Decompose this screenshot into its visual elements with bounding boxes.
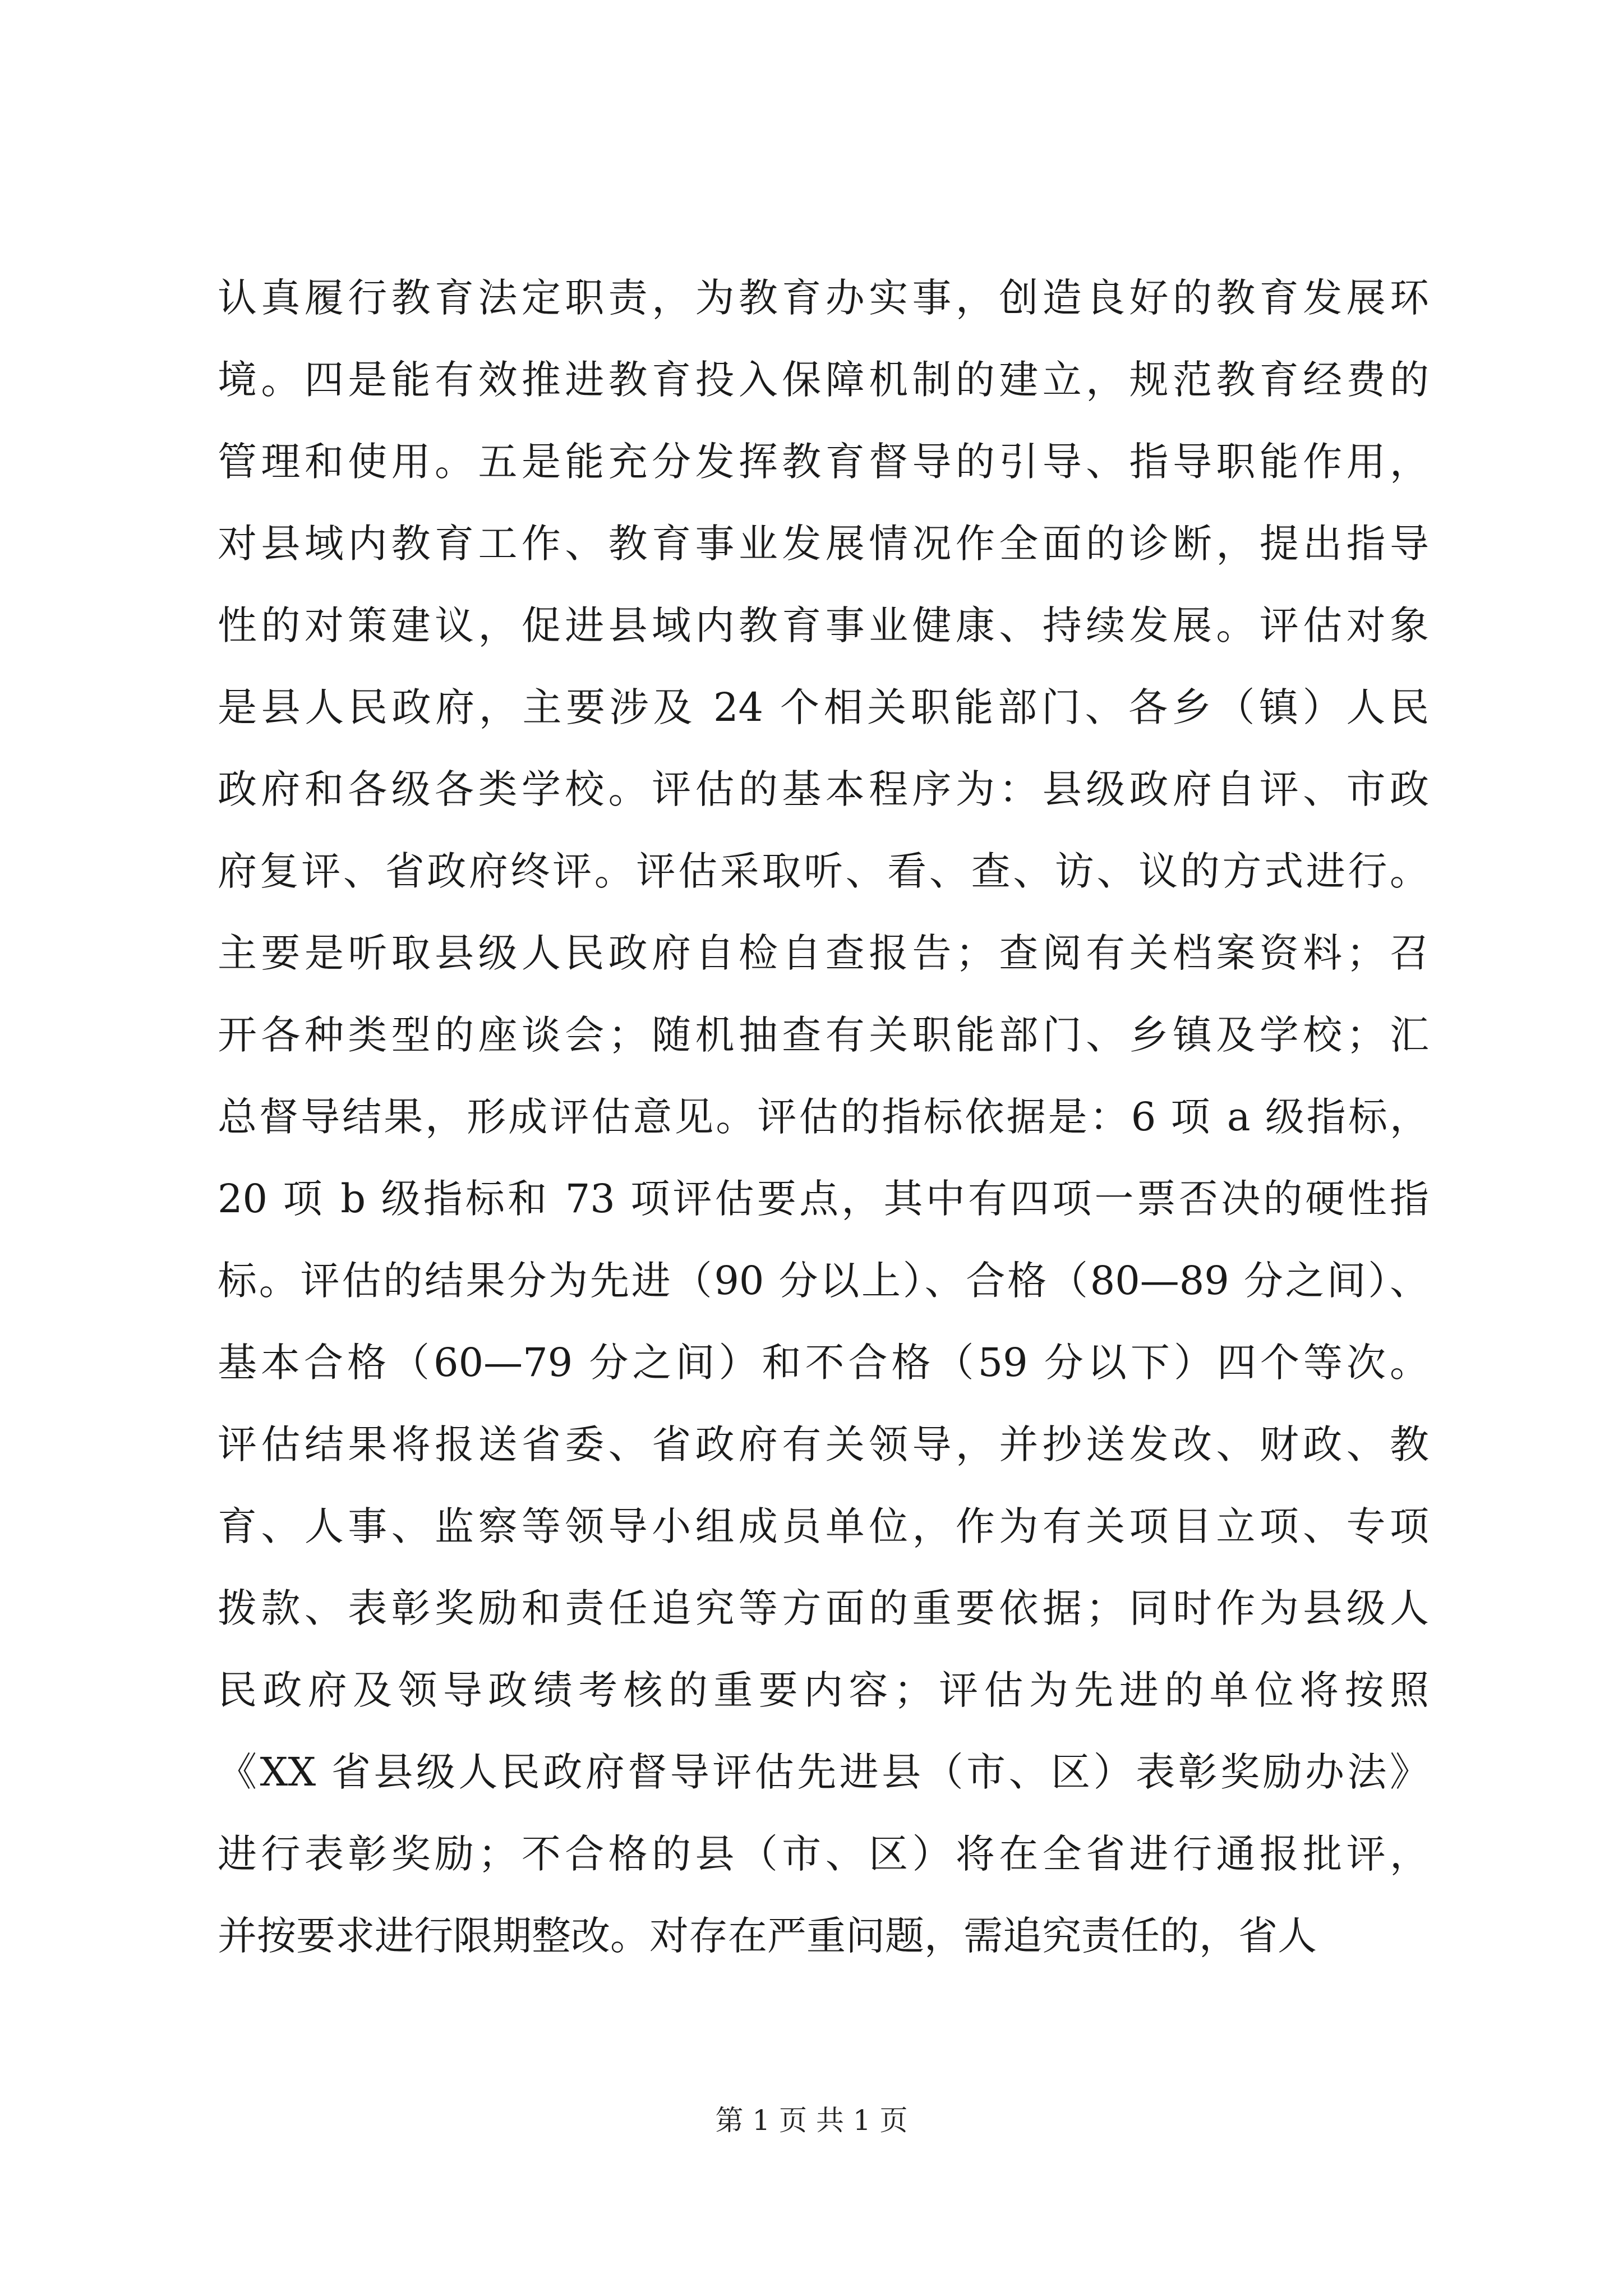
- text-line: 标。评估的结果分为先进（90 分以上）、合格（80—89 分之间）、: [218, 1258, 1429, 1304]
- text-line: 民政府及领导政绩考核的重要内容；评估为先进的单位将按照: [218, 1667, 1429, 1713]
- text-line: 认真履行教育法定职责，为教育办实事，创造良好的教育发展环: [218, 275, 1429, 321]
- text-line: 并按要求进行限期整改。对存在严重问题，需追究责任的，省人: [218, 1913, 1317, 1959]
- text-line: 育、人事、监察等领导小组成员单位，作为有关项目立项、专项: [218, 1503, 1429, 1549]
- text-line: 对县域内教育工作、教育事业发展情况作全面的诊断，提出指导: [218, 521, 1429, 567]
- text-line: 性的对策建议，促进县域内教育事业健康、持续发展。评估对象: [218, 602, 1429, 648]
- text-line: 主要是听取县级人民政府自检自查报告；查阅有关档案资料；召: [218, 930, 1429, 976]
- text-line: 进行表彰奖励；不合格的县（市、区）将在全省进行通报批评，: [218, 1831, 1429, 1877]
- text-line: 20 项 b 级指标和 73 项评估要点，其中有四项一票否决的硬性指: [218, 1176, 1429, 1222]
- text-line: 总督导结果，形成评估意见。评估的指标依据是：6 项 a 级指标，: [218, 1094, 1429, 1140]
- text-line: 评估结果将报送省委、省政府有关领导，并抄送发改、财政、教: [218, 1421, 1429, 1467]
- text-line: 基本合格（60—79 分之间）和不合格（59 分以下）四个等次。: [218, 1340, 1429, 1386]
- text-line: 政府和各级各类学校。评估的基本程序为：县级政府自评、市政: [218, 766, 1429, 812]
- text-line: 府复评、省政府终评。评估采取听、看、查、访、议的方式进行。: [218, 848, 1429, 894]
- text-line: 开各种类型的座谈会；随机抽查有关职能部门、乡镇及学校；汇: [218, 1012, 1429, 1058]
- text-line: 管理和使用。五是能充分发挥教育督导的引导、指导职能作用，: [218, 439, 1429, 485]
- body-text: [218, 257, 1429, 1977]
- text-line: 是县人民政府，主要涉及 24 个相关职能部门、各乡（镇）人民: [218, 684, 1429, 730]
- text-line: 拨款、表彰奖励和责任追究等方面的重要依据；同时作为县级人: [218, 1585, 1429, 1631]
- text-line: 境。四是能有效推进教育投入保障机制的建立，规范教育经费的: [218, 357, 1429, 403]
- page-number-footer: 第 1 页 共 1 页: [715, 2104, 908, 2137]
- text-line: 《XX 省县级人民政府督导评估先进县（市、区）表彰奖励办法》: [218, 1749, 1429, 1795]
